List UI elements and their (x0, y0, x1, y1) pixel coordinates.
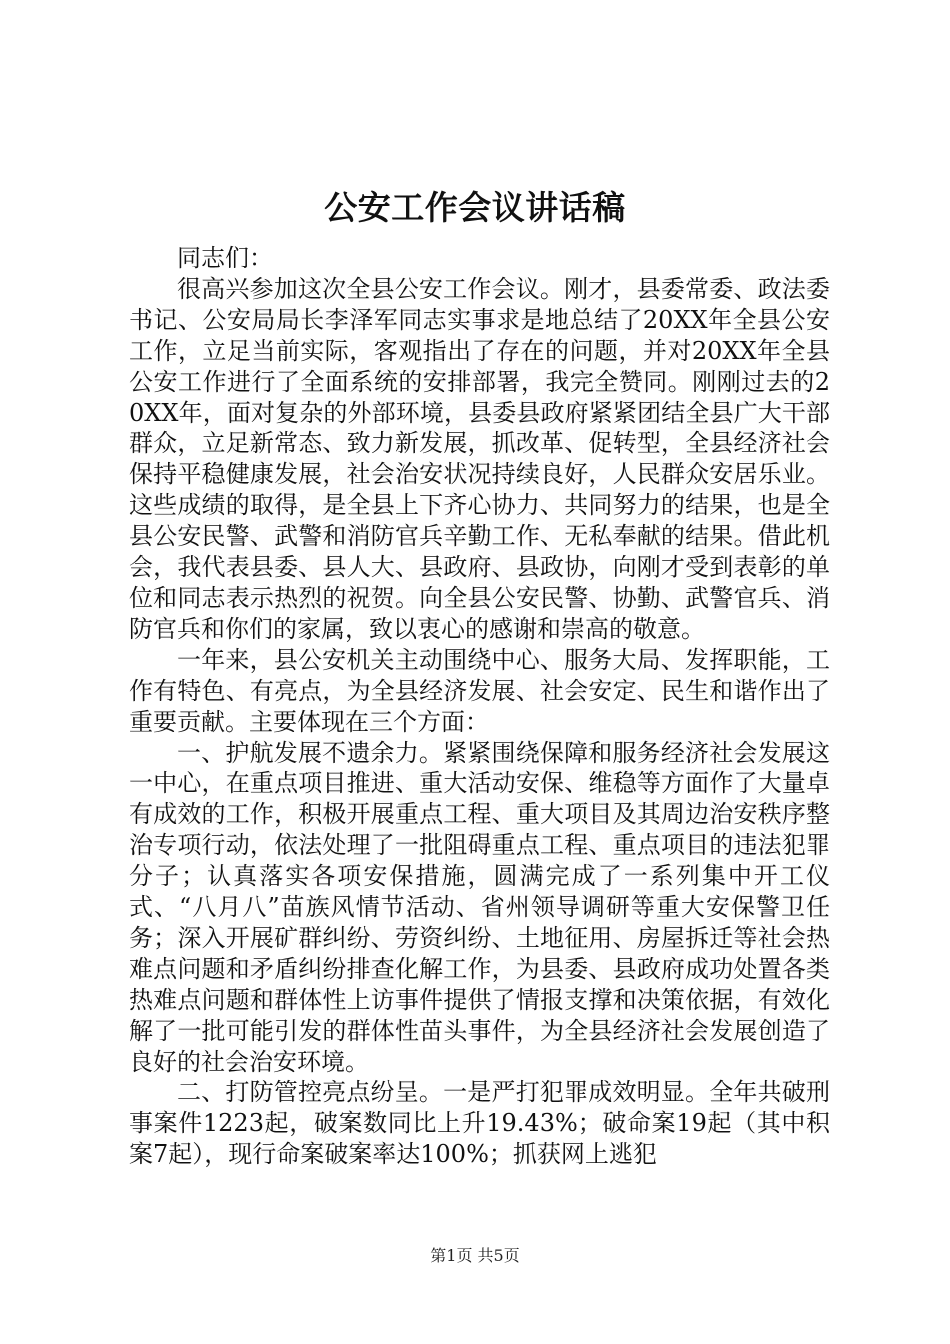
document-title: 公安工作会议讲话稿 (324, 188, 626, 227)
salutation: 同志们： (177, 244, 273, 272)
paragraph-1: 很高兴参加这次全县公安工作会议。刚才，县委常委、政法委书记、公安局局长李泽军同志实事求是地总结了20XX年全县公安工作，立足当前实际，客观指出了存在的问题，并对20XX年全县公安工作进行了全面系统的安排部署，我完全赞同。刚刚过去的20XX年，面对复杂的外部环境，县委县政府紧紧团结全县广大干部群众，立足新常态、致力新发展，抓改革、促转型，全县经济社会保持平稳健康发展，社会治安状况持续良好，人民群众安居乐业。这些成绩的取得，是全县上下齐心协力、共同努力的结果，也是全县公安民警、武警和消防官兵辛勤工作、无私奉献的结果。借此机会，我代表县委、县人大、县政府、县政协，向刚才受到表彰的单位和同志表示热烈的祝贺。向全县公安民警、协勤、武警官兵、消防官兵和你们的家属，致以衷心的感谢和崇高的敬意。 (129, 274, 830, 643)
page-footer: 第1页 共5页 (430, 1246, 520, 1265)
paragraph-4: 二、打防管控亮点纷呈。一是严打犯罪成效明显。全年共破刑事案件1223起，破案数同比上升19.43%；破命案19起（其中积案7起），现行命案破案率达100%；抓获网上逃犯 (129, 1078, 830, 1169)
document-body (129, 243, 830, 1170)
paragraph-3: 一、护航发展不遗余力。紧紧围绕保障和服务经济社会发展这一中心，在重点项目推进、重大活动安保、维稳等方面作了大量卓有成效的工作，积极开展重点工程、重大项目及其周边治安秩序整治专项行动，依法处理了一批阻碍重点工程、重点项目的违法犯罪分子；认真落实各项安保措施，圆满完成了一系列集中开工仪式、“八月八”苗族风情节活动、省州领导调研等重大安保警卫任务；深入开展矿群纠纷、劳资纠纷、土地征用、房屋拆迁等社会热难点问题和矛盾纠纷排查化解工作，为县委、县政府成功处置各类热难点问题和群体性上访事件提供了情报支撑和决策依据，有效化解了一批可能引发的群体性苗头事件，为全县经济社会发展创造了良好的社会治安环境。 (129, 738, 830, 1076)
paragraph-2: 一年来，县公安机关主动围绕中心、服务大局、发挥职能，工作有特色、有亮点，为全县经济发展、社会安定、民生和谐作出了重要贡献。主要体现在三个方面： (129, 645, 830, 736)
